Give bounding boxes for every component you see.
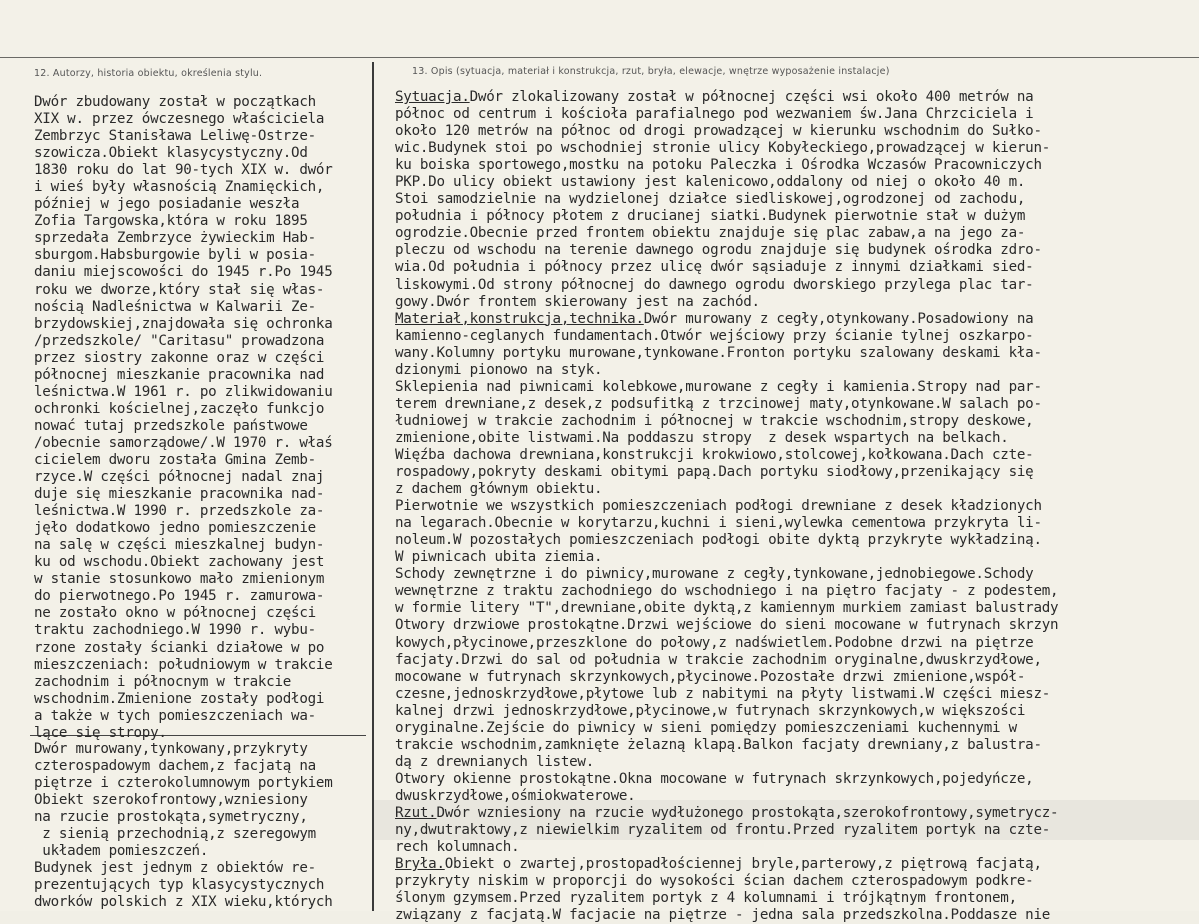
text-line: leśnictwa.W 1990 r. przedszkole za-: [34, 503, 325, 520]
text-line: mocowane w futrynach skrzynkowych,płycinowe.Pozostałe drzwi zmienione,współ-: [395, 668, 1026, 685]
text-line: duje się mieszkanie pracownika nad-: [34, 486, 325, 503]
text-line: północ od centrum i kościoła parafialnego pod wezwaniem św.Jana Chrzciciela i: [395, 106, 1034, 123]
text-line: około 120 metrów na północ od drogi prowadzącej w kierunku wschodnim do Sułko-: [395, 123, 1042, 140]
text-line: trakcie wschodnim,zamknięte żelazną klapą.Balkon facjaty drewniany,z balustra-: [395, 736, 1042, 753]
text-line: W piwnicach ubita ziemia.: [395, 549, 603, 566]
text-line: piętrze i czterokolumnowym portykiem: [34, 775, 333, 792]
text-line: gowy.Dwór frontem skierowany jest na zachód.: [395, 293, 760, 310]
text-line: ny,dwutraktowy,z niewielkim ryzalitem od frontu.Przed ryzalitem portyk na czte-: [395, 822, 1051, 839]
text-line: przykryty niskim w proporcji do wysokości ścian dachem czterospadowym podkre-: [395, 873, 1034, 890]
text-line: nością Nadleśnictwa w Kalwarii Ze-: [34, 298, 316, 315]
text-line: Bryła.Obiekt o zwartej,prostopadłościennej bryle,parterowy,z piętrową facjatą,: [395, 856, 1042, 873]
text-line: rech kolumnach.: [395, 839, 520, 856]
text-line: Rzut.Dwór wzniesiony na rzucie wydłużonego prostokąta,szerokofrontowy,symetrycz-: [395, 804, 1059, 821]
text-line: kowych,płycinowe,przeszklone do połowy,z nadświetlem.Podobne drzwi na piętrze: [395, 634, 1034, 651]
text-line: facjaty.Drzwi do sal od południa w trakcie zachodnim oryginalne,dwuskrzydłowe,: [395, 651, 1042, 668]
text-line: wany.Kolumny portyku murowane,tynkowane.Fronton portyku szalowany deskami kła-: [395, 344, 1042, 361]
text-line: Zembrzyc Stanisława Leliwę-Ostrze-: [34, 128, 316, 145]
text-line: /obecnie samorządowe/.W 1970 r. właś: [34, 434, 333, 451]
text-line: lące się stropy.: [34, 724, 167, 741]
text-line: Otwory drzwiowe prostokątne.Drzwi wejściowe do sieni mocowane w futrynach skrzyn: [395, 617, 1059, 634]
text-line: dzionymi pionowo na styk.: [395, 361, 603, 378]
text-line: kamienno-ceglanych fundamentach.Otwór wejściowy przy ścianie tylnej oszkarpo-: [395, 327, 1034, 344]
text-line: układem pomieszczeń.: [34, 843, 209, 860]
text-line: wschodnim.Zmienione zostały podłogi: [34, 690, 325, 707]
text-line: Pierwotnie we wszystkich pomieszczeniach podłogi drewniane z desek kładzionych: [395, 498, 1042, 515]
text-line: /przedszkole/ "Caritasu" prowadzona: [34, 332, 325, 349]
text-line: nować tutaj przedszkole państwowe: [34, 417, 308, 434]
text-line: Obiekt szerokofrontowy,wzniesiony: [34, 792, 308, 809]
text-line: wia.Od południa i północy przez ulicę dwór sąsiaduje z innymi działkami sied-: [395, 259, 1034, 276]
text-line: przez siostry zakonne oraz w części: [34, 349, 325, 366]
history-text: [34, 94, 333, 742]
text-line: wic.Budynek stoi po wschodniej stronie ulicy Kobyłeckiego,prowadzącej w kierun-: [395, 140, 1051, 157]
text-line: w formie litery "T",drewniane,obite dyktą,z kamiennym murkiem zamiast balustrady: [395, 600, 1059, 617]
text-line: Otwory okienne prostokątne.Okna mocowane w futrynach skrzynkowych,pojedyńcze,: [395, 770, 1034, 787]
text-line: Schody zewnętrzne i do piwnicy,murowane z cegły,tynkowane,jednobiegowe.Schody: [395, 566, 1034, 583]
text-line: cicielem dworu została Gmina Zemb-: [34, 451, 316, 468]
text-line: z sienią przechodnią,z szeregowym: [34, 826, 316, 843]
text-line: Materiał,konstrukcja,technika.Dwór murowany z cegły,otynkowany.Posadowiony na: [395, 310, 1034, 327]
left-column-header: 12. Autorzy, historia obiektu, określenia stylu.: [34, 68, 263, 79]
text-line: roku we dworze,który stał się włas-: [34, 281, 325, 298]
text-line: czterospadowym dachem,z facjatą na: [34, 758, 316, 775]
text-line: rzyce.W części północnej nadal znaj: [34, 469, 325, 486]
text-line: ku od wschodu.Obiekt zachowany jest: [34, 554, 325, 571]
right-column-header: 13. Opis (sytuacja, materiał i konstrukcja, rzut, bryła, elewacje, wnętrze wyposażenie instalacje): [412, 66, 890, 77]
text-line: jęło dodatkowo jedno pomieszczenie: [34, 520, 316, 537]
text-line: wewnętrzne z traktu zachodniego do wschodniego i na piętro facjaty - z podestem,: [395, 583, 1059, 600]
text-line: leśnictwa.W 1961 r. po zlikwidowaniu: [34, 383, 333, 400]
text-line: kalnej drzwi jednoskrzydłowe,płycinowe,w futrynach skrzynkowych,w większości: [395, 702, 1026, 719]
column-divider: [372, 62, 374, 911]
text-line: pleczu od wschodu na terenie dawnego ogrodu znajduje się budynek ośrodka zdro-: [395, 242, 1042, 259]
text-line: dworków polskich z XIX wieku,których: [34, 894, 333, 911]
text-line: daniu miejscowości do 1945 r.Po 1945: [34, 264, 333, 281]
text-line: 1830 roku do lat 90-tych XIX w. dwór: [34, 162, 333, 179]
text-line: dwuskrzydłowe,ośmiokwaterowe.: [395, 787, 636, 804]
text-line: zmienione,obite listwami.Na poddaszu stropy z desek wspartych na belkach.: [395, 429, 1009, 446]
text-line: noleum.W pozostałych pomieszczeniach podłogi obite dyktą przykryte wykładziną.: [395, 532, 1042, 549]
style-text: [34, 741, 333, 911]
text-line: traktu zachodniego.W 1990 r. wybu-: [34, 622, 316, 639]
text-line: i wieś były własnością Znamięckich,: [34, 179, 325, 196]
text-line: szowicza.Obiekt klasycystyczny.Od: [34, 145, 308, 162]
text-line: brzydowskiej,znajdowała się ochronka: [34, 315, 333, 332]
text-line: Dwór zbudowany został w początkach: [34, 94, 316, 110]
text-line: Więźba dachowa drewniana,konstrukcji krokwiowo,stolcowej,kołkowana.Dach czte-: [395, 446, 1034, 463]
text-line: sburgom.Habsburgowie byli w posia-: [34, 247, 316, 264]
text-line: prezentujących typ klasycystycznych: [34, 877, 325, 894]
text-line: ne zostało okno w północnej części: [34, 605, 316, 622]
text-line: rzone zostały ścianki działowe w po: [34, 639, 325, 656]
text-line: ślonym gzymsem.Przed ryzalitem portyk z 4 kolumnami i trójkątnym frontonem,: [395, 890, 1017, 907]
text-line: na rzucie prostokąta,symetryczny,: [34, 809, 308, 826]
text-line: Sklepienia nad piwnicami kolebkowe,murowane z cegły i kamienia.Stropy nad par-: [395, 378, 1042, 395]
text-line: Dwór murowany,tynkowany,przykryty: [34, 741, 308, 757]
text-line: rospadowy,pokryty deskami obitymi papą.Dach portyku siodłowy,przenikający się: [395, 464, 1034, 481]
text-line: północnej mieszkanie pracownika nad: [34, 366, 325, 383]
text-line: ogrodzie.Obecnie przed frontem obiektu znajduje się plac zabaw,a na jego za-: [395, 225, 1026, 242]
text-line: południa i północy płotem z drucianej siatki.Budynek pierwotnie stał w dużym: [395, 208, 1026, 225]
text-line: Sytuacja.Dwór zlokalizowany został w północnej części wsi około 400 metrów na: [395, 89, 1034, 105]
text-line: na legarach.Obecnie w korytarzu,kuchni i sieni,wylewka cementowa przykryta li-: [395, 515, 1042, 532]
text-line: łudniowej w trakcie zachodnim i północnej w trakcie wschodnim,stropy deskowe,: [395, 412, 1034, 429]
text-line: a także w tych pomieszczeniach wa-: [34, 707, 316, 724]
text-line: dą z drewnianych listew.: [395, 753, 594, 770]
text-line: ochronki kościelnej,zaczęło funkcjo: [34, 400, 325, 417]
text-line: oryginalne.Zejście do piwnicy w sieni pomiędzy pomieszczeniami kuchennymi w: [395, 719, 1017, 736]
text-line: czesne,jednoskrzydłowe,płytowe lub z nabitymi na płyty listwami.W części miesz-: [395, 685, 1051, 702]
text-line: w stanie stosunkowo mało zmienionym: [34, 571, 325, 588]
text-line: później w jego posiadanie weszła: [34, 196, 300, 213]
text-line: sprzedała Zembrzyce żywieckim Hab-: [34, 230, 316, 247]
text-line: mieszczeniach: południowym w trakcie: [34, 656, 333, 673]
text-line: XIX w. przez ówczesnego właściciela: [34, 111, 325, 128]
text-line: Budynek jest jednym z obiektów re-: [34, 860, 316, 877]
text-line: związany z facjatą.W facjacie na piętrze - jedna sala przedszkolna.Poddasze nie: [395, 907, 1051, 924]
text-line: do pierwotnego.Po 1945 r. zamurowa-: [34, 588, 325, 605]
text-line: ku boiska sportowego,mostku na potoku Paleczka i Ośrodka Wczasów Pracowniczych: [395, 157, 1042, 174]
text-line: zachodnim i północnym w trakcie: [34, 673, 292, 690]
text-line: z dachem głównym obiektu.: [395, 481, 603, 498]
top-rule: [0, 57, 1199, 58]
description-text: [395, 89, 1058, 924]
text-line: Zofia Targowska,która w roku 1895: [34, 213, 308, 230]
text-line: PKP.Do ulicy obiekt ustawiony jest kalenicowo,oddalony od niej o około 40 m.: [395, 174, 1026, 191]
text-line: na salę w części mieszkalnej budyn-: [34, 537, 325, 554]
text-line: Stoi samodzielnie na wydzielonej działce siedliskowej,ogrodzonej od zachodu,: [395, 191, 1026, 208]
text-line: liskowymi.Od strony północnej do dawnego ogrodu dworskiego przylega plac tar-: [395, 276, 1034, 293]
text-line: terem drewniane,z desek,z podsufitką z trzcinowej maty,otynkowane.W salach po-: [395, 395, 1042, 412]
